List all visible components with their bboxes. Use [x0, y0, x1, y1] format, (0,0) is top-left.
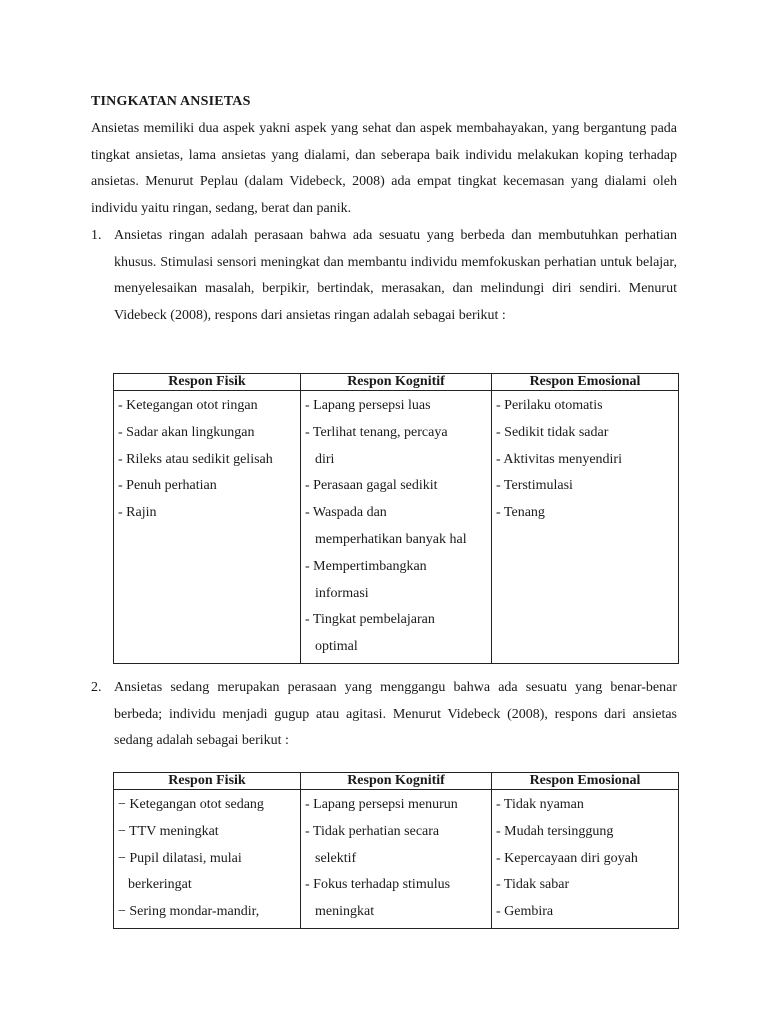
fisik-item: - Rileks atau sedikit gelisah: [118, 451, 273, 467]
emosional-item: - Gembira: [496, 904, 554, 920]
fisik-item: − Ketegangan otot sedang: [118, 797, 264, 812]
header-respon-fisik: Respon Fisik: [114, 773, 301, 790]
fisik-item: - Ketegangan otot ringan: [118, 398, 258, 413]
fisik-cell: [114, 391, 301, 664]
header-respon-kognitif: Respon Kognitif: [301, 773, 492, 790]
fisik-item: - Penuh perhatian: [118, 478, 217, 494]
fisik-item: - Rajin: [118, 505, 157, 521]
list-text: Ansietas ringan adalah perasaan bahwa ada sesuatu yang berbeda dan membutuhkan perhatian khusus. Stimulasi sensori meningkat dan membantu individu memfokuskan perhatian untuk belajar, menyelesaikan masalah, berpikir, bertindak, merasakan, dan melindungi diri sendiri. Menurut Videbeck (2008), respons dari ansietas ringan adalah sebagai berikut :: [114, 228, 677, 324]
emosional-item: - Tidak nyaman: [496, 797, 584, 812]
list-text: Ansietas sedang merupakan perasaan yang menggangu bahwa ada sesuatu yang benar-benar berbeda; individu menjadi gugup atau agitasi. Menurut Videbeck (2008), respons dari ansietas sedang adalah sebagai berikut :: [114, 680, 677, 749]
kognitif-cell: [301, 391, 492, 664]
kognitif-cell: [301, 790, 492, 929]
kognitif-item: - Lapang persepsi luas: [305, 398, 431, 413]
fisik-cell: [114, 790, 301, 929]
kognitif-item: - Fokus terhadap stimulus meningkat: [305, 877, 451, 920]
header-respon-emosional: Respon Emosional: [492, 374, 679, 391]
emosional-item: - Terstimulasi: [496, 478, 573, 494]
kognitif-item: - Waspada dan memperhatikan banyak hal: [305, 505, 467, 547]
fisik-item: − Sering mondar-mandir,: [118, 904, 260, 920]
emosional-item: - Kepercayaan diri goyah: [496, 850, 638, 866]
emosional-cell: [492, 391, 679, 664]
emosional-item: - Tenang: [496, 505, 545, 521]
page-title: TINGKATAN ANSIETAS: [91, 94, 251, 109]
intro-paragraph: Ansietas memiliki dua aspek yakni aspek yang sehat dan aspek membahayakan, yang bergantung pada tingkat ansietas, lama ansietas yang dialami, dan seberapa baik individu melakukan koping terhadap ansietas. Menurut Peplau (dalam Videbeck, 2008) ada empat tingkat kecemasan yang dialami oleh individu yaitu ringan, sedang, berat dan panik.: [91, 121, 677, 216]
list-item: [91, 223, 677, 330]
response-table-ringan: [113, 373, 679, 664]
emosional-item: - Mudah tersinggung: [496, 823, 614, 839]
header-respon-emosional: Respon Emosional: [492, 773, 679, 790]
fisik-item: − Pupil dilatasi, mulai berkeringat: [118, 850, 242, 893]
fisik-item: - Sadar akan lingkungan: [118, 424, 255, 440]
list-item: [91, 675, 677, 755]
kognitif-item: - Mempertimbangkan informasi: [305, 558, 427, 601]
kognitif-item: - Tingkat pembelajaran optimal: [305, 612, 435, 655]
fisik-item: − TTV meningkat: [118, 823, 219, 839]
list-number: 1.: [91, 228, 102, 243]
header-respon-fisik: Respon Fisik: [114, 374, 301, 391]
kognitif-item: - Tidak perhatian secara selektif: [305, 823, 440, 866]
response-table-sedang: [113, 772, 679, 929]
kognitif-item: - Terlihat tenang, percaya diri: [305, 424, 448, 467]
emosional-item: - Sedikit tidak sadar: [496, 424, 609, 440]
header-respon-kognitif: Respon Kognitif: [301, 374, 492, 391]
emosional-cell: [492, 790, 679, 929]
kognitif-item: - Perasaan gagal sedikit: [305, 478, 438, 494]
emosional-item: - Aktivitas menyendiri: [496, 451, 622, 467]
emosional-item: - Tidak sabar: [496, 877, 570, 893]
list-number: 2.: [91, 680, 102, 695]
kognitif-item: - Lapang persepsi menurun: [305, 797, 458, 812]
emosional-item: - Perilaku otomatis: [496, 398, 603, 413]
